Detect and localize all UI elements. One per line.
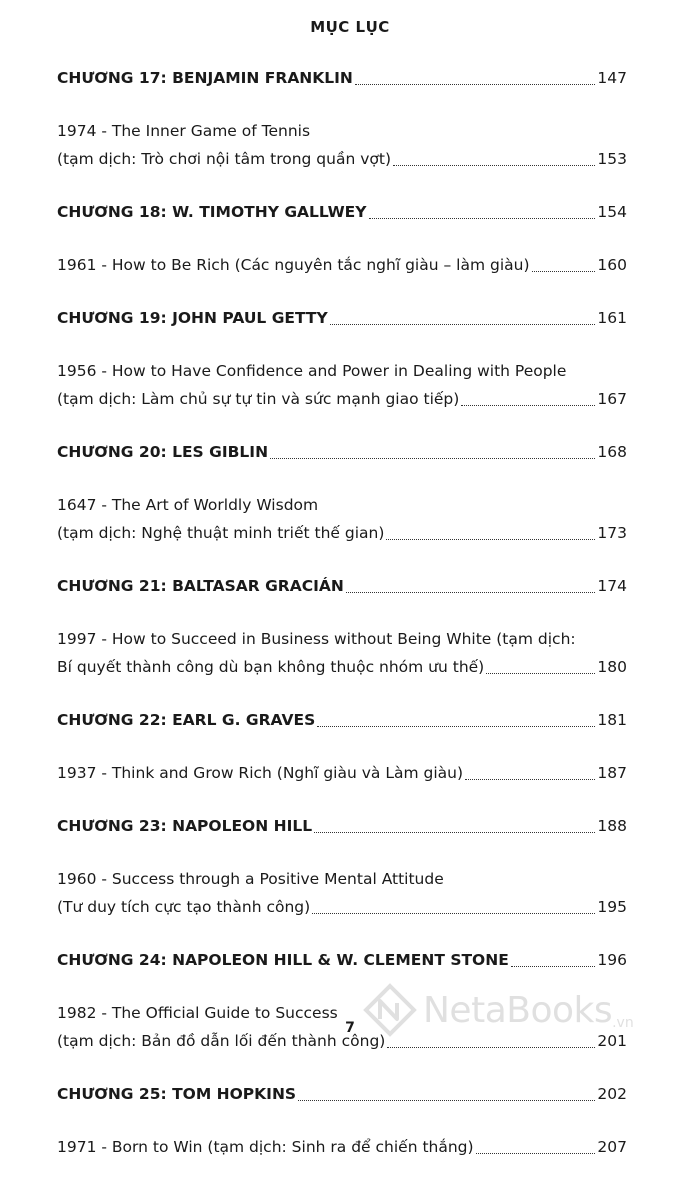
dot-leader	[511, 966, 596, 967]
chapter-title: CHƯƠNG 17: BENJAMIN FRANKLIN	[57, 69, 353, 87]
toc-book-entry[interactable]	[57, 759, 627, 812]
book-subtitle: (Tư duy tích cực tạo thành công)	[57, 898, 311, 916]
toc-book-entry[interactable]	[57, 865, 627, 946]
dot-leader	[461, 405, 595, 406]
page-ref: 154	[597, 203, 627, 221]
page-ref: 180	[597, 658, 627, 676]
book-subtitle: (tạm dịch: Bản đồ dẫn lối đến thành công)	[57, 1032, 386, 1050]
chapter-title: CHƯƠNG 24: NAPOLEON HILL & W. CLEMENT STONE	[57, 951, 509, 969]
page-ref: 202	[597, 1085, 627, 1103]
toc-chapter-entry[interactable]	[57, 572, 627, 625]
chapter-title: CHƯƠNG 18: W. TIMOTHY GALLWEY	[57, 203, 367, 221]
book-subtitle: (tạm dịch: Nghệ thuật minh triết thế gian)	[57, 524, 385, 542]
watermark-brand: NetaBooks	[423, 989, 613, 1031]
page-ref: 181	[597, 711, 627, 729]
toc-book-entry[interactable]	[57, 357, 627, 438]
dot-leader	[369, 218, 596, 219]
book-title: 1647 - The Art of Worldly Wisdom	[57, 496, 319, 514]
book-title: 1961 - How to Be Rich (Các nguyên tắc nghĩ giàu – làm giàu)	[57, 256, 530, 274]
dot-leader	[387, 1047, 595, 1048]
book-title: 1982 - The Official Guide to Success	[57, 1004, 338, 1022]
dot-leader	[386, 539, 595, 540]
dot-leader	[298, 1100, 595, 1101]
book-title: 1974 - The Inner Game of Tennis	[57, 122, 311, 140]
book-title: 1997 - How to Succeed in Business without Being White (tạm dịch:	[57, 630, 576, 648]
dot-leader	[317, 726, 595, 727]
page-ref: 188	[597, 817, 627, 835]
dot-leader	[532, 271, 596, 272]
book-subtitle: (tạm dịch: Trò chơi nội tâm trong quần vợt)	[57, 150, 391, 168]
page-title: MỤC LỤC	[310, 18, 390, 36]
dot-leader	[330, 324, 596, 325]
book-title: 1956 - How to Have Confidence and Power in Dealing with People	[57, 362, 567, 380]
dot-leader	[314, 832, 595, 833]
page-ref: 167	[597, 390, 627, 408]
page-ref: 168	[597, 443, 627, 461]
dot-leader	[346, 592, 596, 593]
dot-leader	[486, 673, 595, 674]
toc-chapter-entry[interactable]	[57, 812, 627, 865]
dot-leader	[312, 913, 595, 914]
book-subtitle: (tạm dịch: Làm chủ sự tự tin và sức mạnh giao tiếp)	[57, 390, 460, 408]
page-ref: 207	[597, 1138, 627, 1156]
toc-chapter-entry[interactable]	[57, 304, 627, 357]
toc-chapter-entry[interactable]	[57, 706, 627, 759]
toc-chapter-entry[interactable]	[57, 438, 627, 491]
page-number: 7	[345, 1020, 355, 1036]
dot-leader	[465, 779, 595, 780]
chapter-title: CHƯƠNG 25: TOM HOPKINS	[57, 1085, 297, 1103]
page-ref: 201	[597, 1032, 627, 1050]
chapter-title: CHƯƠNG 19: JOHN PAUL GETTY	[57, 309, 328, 327]
page-ref: 174	[597, 577, 627, 595]
page-ref: 196	[597, 951, 627, 969]
book-subtitle: Bí quyết thành công dù bạn không thuộc nhóm ưu thế)	[57, 658, 485, 676]
toc-chapter-entry[interactable]	[57, 198, 627, 251]
dot-leader	[270, 458, 595, 459]
watermark-suffix: .vn	[612, 1015, 634, 1031]
page-ref: 187	[597, 764, 627, 782]
book-title: 1960 - Success through a Positive Mental Attitude	[57, 870, 444, 888]
page-ref: 153	[597, 150, 627, 168]
dot-leader	[355, 84, 595, 85]
chapter-title: CHƯƠNG 20: LES GIBLIN	[57, 443, 269, 461]
page-ref: 161	[597, 309, 627, 327]
book-title: 1971 - Born to Win (tạm dịch: Sinh ra để chiến thắng)	[57, 1138, 474, 1156]
chapter-title: CHƯƠNG 23: NAPOLEON HILL	[57, 817, 313, 835]
toc-book-entry[interactable]	[57, 251, 627, 304]
page-ref: 195	[597, 898, 627, 916]
page-ref: 147	[597, 69, 627, 87]
chapter-title: CHƯƠNG 22: EARL G. GRAVES	[57, 711, 316, 729]
toc-chapter-entry[interactable]	[57, 64, 627, 117]
dot-leader	[476, 1153, 596, 1154]
page-ref: 160	[597, 256, 627, 274]
page-ref: 173	[597, 524, 627, 542]
toc-book-entry[interactable]	[57, 491, 627, 572]
book-title: 1937 - Think and Grow Rich (Nghĩ giàu và Làm giàu)	[57, 764, 463, 782]
chapter-title: CHƯƠNG 21: BALTASAR GRACIÁN	[57, 577, 344, 595]
toc-chapter-entry[interactable]	[57, 1080, 627, 1133]
toc-book-entry[interactable]	[57, 1133, 627, 1186]
toc-book-entry[interactable]	[57, 117, 627, 198]
toc-book-entry[interactable]	[57, 625, 627, 706]
dot-leader	[393, 165, 595, 166]
